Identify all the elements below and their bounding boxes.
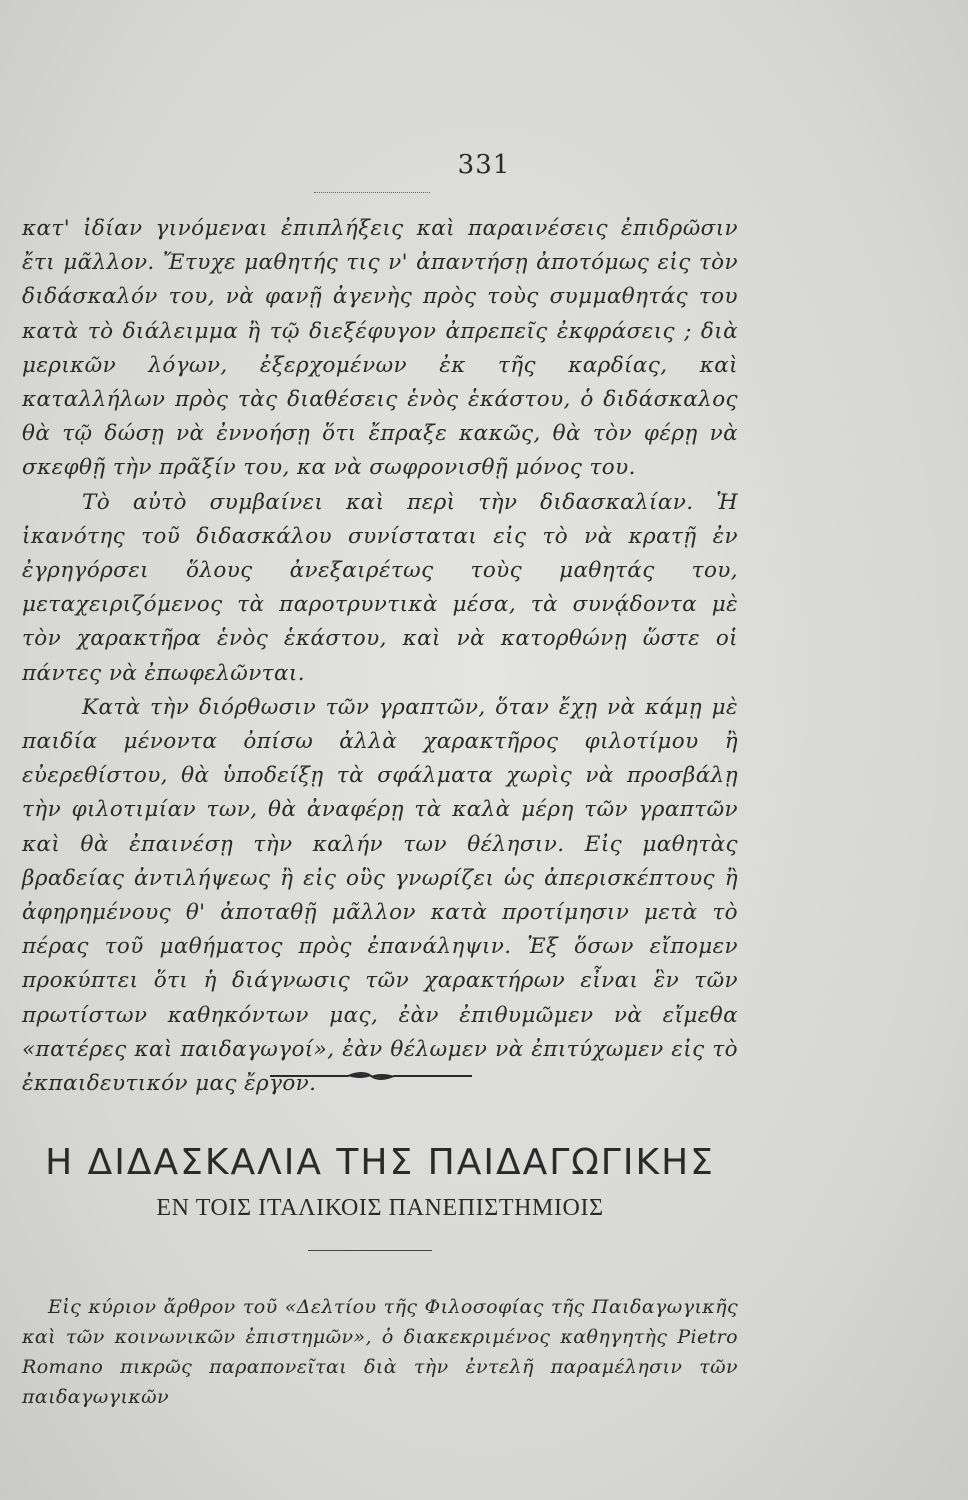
article-opening: Εἰς κύριον ἄρθρον τοῦ «Δελτίου τῆς Φιλοσοφίας τῆς Παιδαγωγικῆς καὶ τῶν κοινωνικῶν ἐπιστημῶν», ὁ διακεκριμένος καθηγητὴς Pietro Romano πικρῶς παραπονεῖται διὰ τὴν ἐντελῆ παραμέλησιν τῶν παιδαγωγικῶν	[22, 1296, 738, 1408]
article-subtitle: ΕΝ ΤΟΙΣ ΙΤΑΛΙΚΟΙΣ ΠΑΝΕΠΙΣΤΗΜΙΟΙΣ	[156, 1195, 604, 1221]
paragraph-correction: Κατὰ τὴν διόρθωσιν τῶν γραπτῶν, ὅταν ἔχῃ νὰ κάμῃ μὲ παιδία μένοντα ὀπίσω ἀλλὰ χαρακτῆρος φιλοτίμου ἢ εὐερεθίστου, θὰ ὑποδείξῃ τὰ σφάλματα χωρὶς νὰ προσβάλῃ τὴν φιλοτιμίαν των, θὰ ἀναφέρῃ τὰ καλὰ μέρη τῶν γραπτῶν καὶ θὰ ἐπαινέσῃ τὴν καλήν των θέλησιν. Εἰς μαθητὰς βραδείας ἀντιλήψεως ἢ εἰς οὓς γνωρίζει ὡς ἀπερισκέπτους ἢ ἀφηρημένους θ' ἀποταθῇ μᾶλλον κατὰ προτίμησιν μετὰ τὸ πέρας τοῦ μαθήματος πρὸς ἐπανάληψιν. Ἐξ ὅσων εἴπομεν προκύπτει ὅτι ἡ διάγνωσις τῶν χαρακτήρων εἶναι ἓν τῶν πρωτίστων καθηκόντων μας, ἐὰν ἐπιθυμῶμεν νὰ εἴμεθα «πατέρες καὶ παιδαγωγοί», ἐὰν θέλωμεν νὰ ἐπιτύχωμεν εἰς τὸ ἐκπαιδευτικόν μας ἔργον.	[22, 694, 738, 1097]
article-title: Η ΔΙΔΑΣΚΑΛΙΑ ΤΗΣ ΠΑΙΔΑΓΩΓΙΚΗΣ	[45, 1142, 715, 1183]
page-number: 331	[457, 150, 511, 180]
section-ornament	[268, 1064, 474, 1088]
body-text	[22, 212, 738, 1101]
article-heading	[0, 1142, 968, 1222]
paragraph-continued: κατ' ἰδίαν γινόμεναι ἐπιπλήξεις καὶ παραινέσεις ἐπιδρῶσιν ἔτι μᾶλλον. Ἔτυχε μαθητής τις ν' ἀπαντήσῃ ἀποτόμως εἰς τὸν διδάσκαλόν του, νὰ φανῇ ἀγενὴς πρὸς τοὺς συμμαθητάς του κατὰ τὸ διάλειμμα ἢ τῷ διεξέφυγον ἀπρεπεῖς ἐκφράσεις ; διὰ μερικῶν λόγων, ἐξερχομένων ἐκ τῆς καρδίας, καὶ καταλλήλων πρὸς τὰς διαθέσεις ἑνὸς ἑκάστου, ὁ διδάσκαλος θὰ τῷ δώσῃ νὰ ἐννοήσῃ ὅτι ἔπραξε κακῶς, θὰ τὸν φέρῃ νὰ σκεφθῇ τὴν πρᾶξίν του, κα νὰ σωφρονισθῇ μόνος του.	[22, 216, 738, 481]
paragraph-teaching: Τὸ αὐτὸ συμβαίνει καὶ περὶ τὴν διδασκαλίαν. Ἡ ἱκανότης τοῦ διδασκάλου συνίσταται εἰς τὸ νὰ κρατῇ ἐν ἐγρηγόρσει ὅλους ἀνεξαιρέτως τοὺς μαθητάς του, μεταχειριζόμενος τὰ παροτρυντικὰ μέσα, τὰ συνᾴδοντα μὲ τὸν χαρακτῆρα ἑνὸς ἑκάστου, καὶ νὰ κατορθώνῃ ὥστε οἱ πάντες νὰ ἐπωφελῶνται.	[22, 489, 738, 686]
article-text	[22, 1292, 738, 1412]
heading-rule	[308, 1250, 432, 1251]
page-number-rule	[314, 192, 430, 193]
